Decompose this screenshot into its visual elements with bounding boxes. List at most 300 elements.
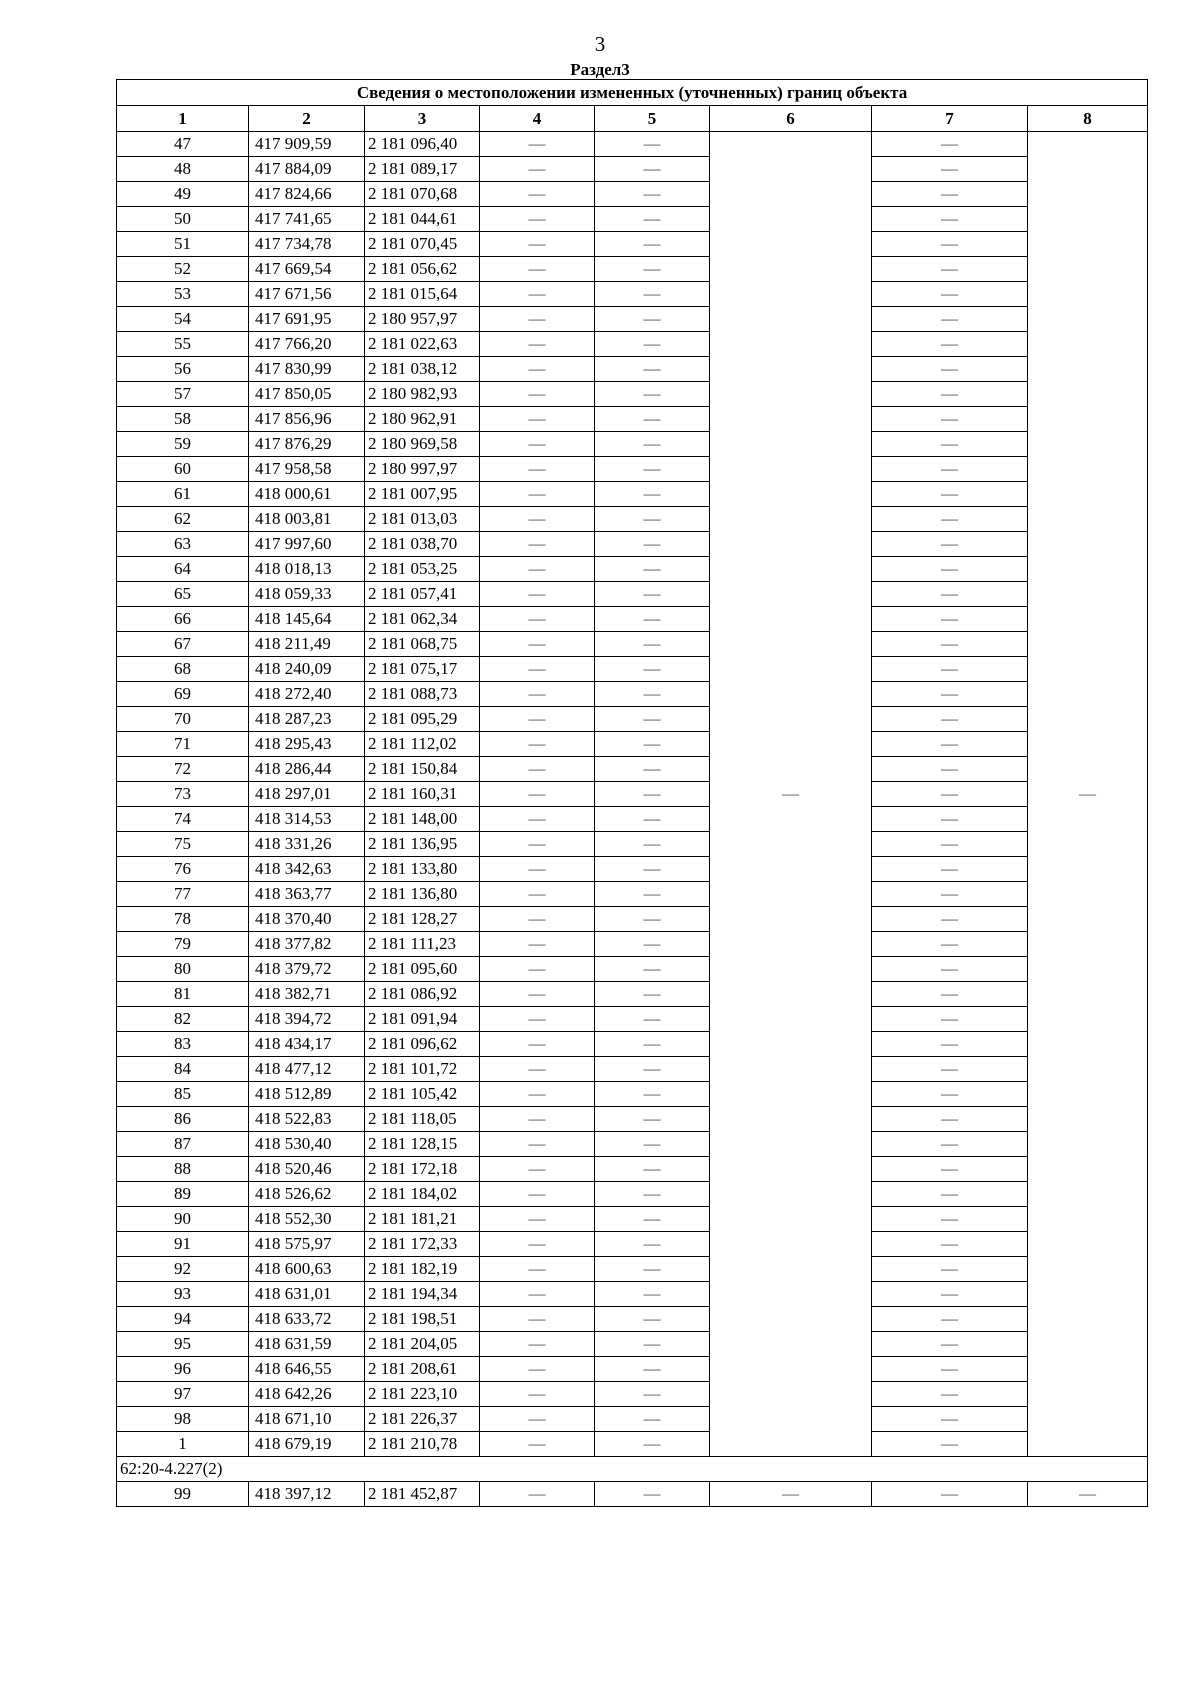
y-coordinate-cell: 2 181 128,27 bbox=[365, 907, 480, 932]
x-coordinate-cell: 417 876,29 bbox=[249, 432, 365, 457]
dash-cell: — bbox=[872, 1107, 1028, 1132]
dash-cell: — bbox=[872, 1157, 1028, 1182]
y-coordinate-cell: 2 181 160,31 bbox=[365, 782, 480, 807]
y-coordinate-cell: 2 181 148,00 bbox=[365, 807, 480, 832]
table-row bbox=[117, 307, 1148, 332]
x-coordinate-cell: 417 997,60 bbox=[249, 532, 365, 557]
dash-cell: — bbox=[872, 1482, 1028, 1507]
dash-cell: — bbox=[480, 1232, 595, 1257]
dash-cell: — bbox=[872, 782, 1028, 807]
dash-cell: — bbox=[595, 607, 710, 632]
table-row bbox=[117, 1407, 1148, 1432]
dash-cell: — bbox=[595, 1307, 710, 1332]
table-row bbox=[117, 482, 1148, 507]
dash-cell: — bbox=[480, 1482, 595, 1507]
point-number-cell: 91 bbox=[117, 1232, 249, 1257]
point-number-cell: 92 bbox=[117, 1257, 249, 1282]
y-coordinate-cell: 2 181 070,68 bbox=[365, 182, 480, 207]
table-row bbox=[117, 1007, 1148, 1032]
dash-cell: — bbox=[872, 382, 1028, 407]
dash-cell: — bbox=[480, 757, 595, 782]
dash-cell: — bbox=[595, 632, 710, 657]
y-coordinate-cell: 2 181 101,72 bbox=[365, 1057, 480, 1082]
column-header: 6 bbox=[710, 106, 872, 132]
dash-cell: — bbox=[872, 1282, 1028, 1307]
y-coordinate-cell: 2 181 013,03 bbox=[365, 507, 480, 532]
point-number-cell: 1 bbox=[117, 1432, 249, 1457]
dash-cell: — bbox=[480, 157, 595, 182]
column-header: 7 bbox=[872, 106, 1028, 132]
point-number-cell: 52 bbox=[117, 257, 249, 282]
dash-cell: — bbox=[872, 607, 1028, 632]
point-number-cell: 49 bbox=[117, 182, 249, 207]
dash-cell: — bbox=[595, 507, 710, 532]
dash-cell: — bbox=[480, 882, 595, 907]
table-row bbox=[117, 832, 1148, 857]
boundary-coordinates-table bbox=[116, 79, 1148, 1507]
y-coordinate-cell: 2 181 111,23 bbox=[365, 932, 480, 957]
table-row bbox=[117, 1057, 1148, 1082]
point-number-cell: 62 bbox=[117, 507, 249, 532]
point-number-cell: 64 bbox=[117, 557, 249, 582]
point-number-cell: 99 bbox=[117, 1482, 249, 1507]
merged-dash-cell: — bbox=[1028, 132, 1148, 1457]
dash-cell: — bbox=[480, 857, 595, 882]
dash-cell: — bbox=[480, 407, 595, 432]
dash-cell: — bbox=[872, 932, 1028, 957]
dash-cell: — bbox=[872, 1432, 1028, 1457]
dash-cell: — bbox=[595, 557, 710, 582]
x-coordinate-cell: 418 342,63 bbox=[249, 857, 365, 882]
table-caption: Сведения о местоположении измененных (уточненных) границ объекта bbox=[117, 80, 1148, 106]
point-number-cell: 66 bbox=[117, 607, 249, 632]
dash-cell: — bbox=[480, 1157, 595, 1182]
table-row bbox=[117, 732, 1148, 757]
y-coordinate-cell: 2 181 184,02 bbox=[365, 1182, 480, 1207]
dash-cell: — bbox=[480, 682, 595, 707]
y-coordinate-cell: 2 181 136,95 bbox=[365, 832, 480, 857]
table-row bbox=[117, 682, 1148, 707]
x-coordinate-cell: 418 575,97 bbox=[249, 1232, 365, 1257]
x-coordinate-cell: 418 646,55 bbox=[249, 1357, 365, 1382]
dash-cell: — bbox=[595, 1107, 710, 1132]
point-number-cell: 71 bbox=[117, 732, 249, 757]
x-coordinate-cell: 417 669,54 bbox=[249, 257, 365, 282]
dash-cell: — bbox=[872, 1332, 1028, 1357]
table-row bbox=[117, 1207, 1148, 1232]
point-number-cell: 50 bbox=[117, 207, 249, 232]
point-number-cell: 84 bbox=[117, 1057, 249, 1082]
table-row bbox=[117, 957, 1148, 982]
table-row bbox=[117, 432, 1148, 457]
dash-cell: — bbox=[480, 332, 595, 357]
dash-cell: — bbox=[872, 682, 1028, 707]
dash-cell: — bbox=[872, 457, 1028, 482]
dash-cell: — bbox=[480, 132, 595, 157]
x-coordinate-cell: 418 003,81 bbox=[249, 507, 365, 532]
column-header: 5 bbox=[595, 106, 710, 132]
dash-cell: — bbox=[480, 607, 595, 632]
point-number-cell: 53 bbox=[117, 282, 249, 307]
y-coordinate-cell: 2 181 022,63 bbox=[365, 332, 480, 357]
dash-cell: — bbox=[595, 1357, 710, 1382]
x-coordinate-cell: 417 850,05 bbox=[249, 382, 365, 407]
dash-cell: — bbox=[480, 482, 595, 507]
point-number-cell: 78 bbox=[117, 907, 249, 932]
y-coordinate-cell: 2 181 015,64 bbox=[365, 282, 480, 307]
x-coordinate-cell: 418 240,09 bbox=[249, 657, 365, 682]
dash-cell: — bbox=[872, 807, 1028, 832]
dash-cell: — bbox=[595, 707, 710, 732]
dash-cell: — bbox=[480, 707, 595, 732]
x-coordinate-cell: 417 830,99 bbox=[249, 357, 365, 382]
dash-cell: — bbox=[595, 882, 710, 907]
dash-cell: — bbox=[872, 707, 1028, 732]
x-coordinate-cell: 418 059,33 bbox=[249, 582, 365, 607]
table-row bbox=[117, 1157, 1148, 1182]
table-row bbox=[117, 507, 1148, 532]
dash-cell: — bbox=[480, 657, 595, 682]
x-coordinate-cell: 418 145,64 bbox=[249, 607, 365, 632]
point-number-cell: 60 bbox=[117, 457, 249, 482]
y-coordinate-cell: 2 181 007,95 bbox=[365, 482, 480, 507]
table-row bbox=[117, 1132, 1148, 1157]
table-row bbox=[117, 257, 1148, 282]
y-coordinate-cell: 2 181 150,84 bbox=[365, 757, 480, 782]
dash-cell: — bbox=[595, 1282, 710, 1307]
y-coordinate-cell: 2 180 969,58 bbox=[365, 432, 480, 457]
table-row bbox=[117, 382, 1148, 407]
table-row bbox=[117, 1282, 1148, 1307]
dash-cell: — bbox=[872, 857, 1028, 882]
dash-cell: — bbox=[480, 1132, 595, 1157]
dash-cell: — bbox=[595, 1082, 710, 1107]
dash-cell: — bbox=[595, 482, 710, 507]
dash-cell: — bbox=[595, 1257, 710, 1282]
table-row bbox=[117, 282, 1148, 307]
dash-cell: — bbox=[480, 1007, 595, 1032]
x-coordinate-cell: 418 600,63 bbox=[249, 1257, 365, 1282]
point-number-cell: 85 bbox=[117, 1082, 249, 1107]
point-number-cell: 61 bbox=[117, 482, 249, 507]
dash-cell: — bbox=[872, 557, 1028, 582]
dash-cell: — bbox=[872, 632, 1028, 657]
point-number-cell: 69 bbox=[117, 682, 249, 707]
point-number-cell: 95 bbox=[117, 1332, 249, 1357]
x-coordinate-cell: 417 884,09 bbox=[249, 157, 365, 182]
dash-cell: — bbox=[595, 182, 710, 207]
point-number-cell: 87 bbox=[117, 1132, 249, 1157]
y-coordinate-cell: 2 181 056,62 bbox=[365, 257, 480, 282]
dash-cell: — bbox=[595, 732, 710, 757]
point-number-cell: 90 bbox=[117, 1207, 249, 1232]
dash-cell: — bbox=[480, 932, 595, 957]
dash-cell: — bbox=[872, 1257, 1028, 1282]
dash-cell: — bbox=[872, 132, 1028, 157]
dash-cell: — bbox=[480, 532, 595, 557]
column-header: 8 bbox=[1028, 106, 1148, 132]
dash-cell: — bbox=[480, 1282, 595, 1307]
table-row bbox=[117, 1182, 1148, 1207]
x-coordinate-cell: 418 530,40 bbox=[249, 1132, 365, 1157]
point-number-cell: 70 bbox=[117, 707, 249, 732]
x-coordinate-cell: 418 671,10 bbox=[249, 1407, 365, 1432]
y-coordinate-cell: 2 180 997,97 bbox=[365, 457, 480, 482]
table-row bbox=[117, 757, 1148, 782]
table-row bbox=[117, 1357, 1148, 1382]
x-coordinate-cell: 417 856,96 bbox=[249, 407, 365, 432]
dash-cell: — bbox=[480, 1382, 595, 1407]
y-coordinate-cell: 2 181 172,33 bbox=[365, 1232, 480, 1257]
x-coordinate-cell: 418 211,49 bbox=[249, 632, 365, 657]
x-coordinate-cell: 418 286,44 bbox=[249, 757, 365, 782]
x-coordinate-cell: 418 379,72 bbox=[249, 957, 365, 982]
point-number-cell: 73 bbox=[117, 782, 249, 807]
dash-cell: — bbox=[480, 257, 595, 282]
point-number-cell: 83 bbox=[117, 1032, 249, 1057]
y-coordinate-cell: 2 181 096,62 bbox=[365, 1032, 480, 1057]
dash-cell: — bbox=[595, 1207, 710, 1232]
table-row bbox=[117, 1332, 1148, 1357]
dash-cell: — bbox=[595, 307, 710, 332]
dash-cell: — bbox=[595, 1157, 710, 1182]
dash-cell: — bbox=[480, 1357, 595, 1382]
table-row bbox=[117, 457, 1148, 482]
y-coordinate-cell: 2 181 057,41 bbox=[365, 582, 480, 607]
y-coordinate-cell: 2 181 038,12 bbox=[365, 357, 480, 382]
dash-cell: — bbox=[480, 1332, 595, 1357]
dash-cell: — bbox=[595, 1432, 710, 1457]
dash-cell: — bbox=[480, 982, 595, 1007]
dash-cell: — bbox=[595, 1332, 710, 1357]
table-row bbox=[117, 1382, 1148, 1407]
group-row bbox=[117, 1457, 1148, 1482]
y-coordinate-cell: 2 181 068,75 bbox=[365, 632, 480, 657]
point-number-cell: 72 bbox=[117, 757, 249, 782]
x-coordinate-cell: 418 477,12 bbox=[249, 1057, 365, 1082]
table-row bbox=[117, 582, 1148, 607]
point-number-cell: 54 bbox=[117, 307, 249, 332]
dash-cell: — bbox=[595, 1132, 710, 1157]
dash-cell: — bbox=[480, 832, 595, 857]
dash-cell: — bbox=[480, 782, 595, 807]
point-number-cell: 68 bbox=[117, 657, 249, 682]
dash-cell: — bbox=[872, 1082, 1028, 1107]
dash-cell: — bbox=[872, 507, 1028, 532]
dash-cell: — bbox=[480, 1207, 595, 1232]
dash-cell: — bbox=[595, 1482, 710, 1507]
dash-cell: — bbox=[595, 582, 710, 607]
y-coordinate-cell: 2 181 088,73 bbox=[365, 682, 480, 707]
dash-cell: — bbox=[480, 207, 595, 232]
dash-cell: — bbox=[872, 157, 1028, 182]
dash-cell: — bbox=[480, 907, 595, 932]
table-row bbox=[117, 1307, 1148, 1332]
x-coordinate-cell: 418 633,72 bbox=[249, 1307, 365, 1332]
dash-cell: — bbox=[595, 907, 710, 932]
dash-cell: — bbox=[595, 682, 710, 707]
dash-cell: — bbox=[595, 807, 710, 832]
dash-cell: — bbox=[595, 432, 710, 457]
dash-cell: — bbox=[872, 1182, 1028, 1207]
x-coordinate-cell: 418 397,12 bbox=[249, 1482, 365, 1507]
point-number-cell: 97 bbox=[117, 1382, 249, 1407]
dash-cell: — bbox=[872, 407, 1028, 432]
y-coordinate-cell: 2 181 062,34 bbox=[365, 607, 480, 632]
y-coordinate-cell: 2 181 210,78 bbox=[365, 1432, 480, 1457]
dash-cell: — bbox=[872, 907, 1028, 932]
y-coordinate-cell: 2 181 182,19 bbox=[365, 1257, 480, 1282]
dash-cell: — bbox=[872, 232, 1028, 257]
dash-cell: — bbox=[480, 282, 595, 307]
x-coordinate-cell: 417 824,66 bbox=[249, 182, 365, 207]
point-number-cell: 81 bbox=[117, 982, 249, 1007]
dash-cell: — bbox=[595, 857, 710, 882]
dash-cell: — bbox=[595, 332, 710, 357]
dash-cell: — bbox=[872, 182, 1028, 207]
dash-cell: — bbox=[480, 1307, 595, 1332]
table-row bbox=[117, 207, 1148, 232]
x-coordinate-cell: 418 434,17 bbox=[249, 1032, 365, 1057]
dash-cell: — bbox=[480, 1107, 595, 1132]
table-row bbox=[117, 707, 1148, 732]
x-coordinate-cell: 417 671,56 bbox=[249, 282, 365, 307]
table-header-row bbox=[117, 106, 1148, 132]
y-coordinate-cell: 2 181 095,29 bbox=[365, 707, 480, 732]
dash-cell: — bbox=[872, 1382, 1028, 1407]
x-coordinate-cell: 417 766,20 bbox=[249, 332, 365, 357]
table-row bbox=[117, 657, 1148, 682]
x-coordinate-cell: 418 642,26 bbox=[249, 1382, 365, 1407]
point-number-cell: 98 bbox=[117, 1407, 249, 1432]
point-number-cell: 67 bbox=[117, 632, 249, 657]
dash-cell: — bbox=[872, 1032, 1028, 1057]
dash-cell: — bbox=[872, 657, 1028, 682]
dash-cell: — bbox=[595, 457, 710, 482]
point-number-cell: 86 bbox=[117, 1107, 249, 1132]
table-row bbox=[117, 532, 1148, 557]
table-row bbox=[117, 857, 1148, 882]
y-coordinate-cell: 2 181 194,34 bbox=[365, 1282, 480, 1307]
dash-cell: — bbox=[872, 357, 1028, 382]
dash-cell: — bbox=[480, 1257, 595, 1282]
table-row bbox=[117, 157, 1148, 182]
table-row bbox=[117, 1432, 1148, 1457]
y-coordinate-cell: 2 181 075,17 bbox=[365, 657, 480, 682]
dash-cell: — bbox=[480, 307, 595, 332]
dash-cell: — bbox=[480, 957, 595, 982]
x-coordinate-cell: 418 297,01 bbox=[249, 782, 365, 807]
section-title: Раздел3 bbox=[570, 60, 630, 79]
y-coordinate-cell: 2 181 105,42 bbox=[365, 1082, 480, 1107]
x-coordinate-cell: 418 631,01 bbox=[249, 1282, 365, 1307]
dash-cell: — bbox=[480, 1032, 595, 1057]
table-row bbox=[117, 232, 1148, 257]
dash-cell: — bbox=[595, 932, 710, 957]
dash-cell: — bbox=[595, 382, 710, 407]
y-coordinate-cell: 2 181 089,17 bbox=[365, 157, 480, 182]
point-number-cell: 47 bbox=[117, 132, 249, 157]
point-number-cell: 76 bbox=[117, 857, 249, 882]
table-row bbox=[117, 1082, 1148, 1107]
x-coordinate-cell: 417 734,78 bbox=[249, 232, 365, 257]
dash-cell: — bbox=[872, 1407, 1028, 1432]
dash-cell: — bbox=[872, 1357, 1028, 1382]
table-row bbox=[117, 332, 1148, 357]
x-coordinate-cell: 418 363,77 bbox=[249, 882, 365, 907]
column-header: 3 bbox=[365, 106, 480, 132]
dash-cell: — bbox=[480, 1407, 595, 1432]
dash-cell: — bbox=[595, 1382, 710, 1407]
dash-cell: — bbox=[1028, 1482, 1148, 1507]
dash-cell: — bbox=[480, 432, 595, 457]
x-coordinate-cell: 417 741,65 bbox=[249, 207, 365, 232]
y-coordinate-cell: 2 181 181,21 bbox=[365, 1207, 480, 1232]
table-row bbox=[117, 1107, 1148, 1132]
point-number-cell: 94 bbox=[117, 1307, 249, 1332]
column-header: 2 bbox=[249, 106, 365, 132]
x-coordinate-cell: 418 295,43 bbox=[249, 732, 365, 757]
y-coordinate-cell: 2 181 118,05 bbox=[365, 1107, 480, 1132]
dash-cell: — bbox=[872, 207, 1028, 232]
dash-cell: — bbox=[595, 532, 710, 557]
point-number-cell: 56 bbox=[117, 357, 249, 382]
dash-cell: — bbox=[595, 1182, 710, 1207]
x-coordinate-cell: 418 631,59 bbox=[249, 1332, 365, 1357]
dash-cell: — bbox=[480, 557, 595, 582]
point-number-cell: 79 bbox=[117, 932, 249, 957]
point-number-cell: 59 bbox=[117, 432, 249, 457]
y-coordinate-cell: 2 181 053,25 bbox=[365, 557, 480, 582]
y-coordinate-cell: 2 181 095,60 bbox=[365, 957, 480, 982]
dash-cell: — bbox=[595, 1032, 710, 1057]
x-coordinate-cell: 418 512,89 bbox=[249, 1082, 365, 1107]
x-coordinate-cell: 418 018,13 bbox=[249, 557, 365, 582]
dash-cell: — bbox=[480, 457, 595, 482]
table-row bbox=[117, 982, 1148, 1007]
x-coordinate-cell: 418 526,62 bbox=[249, 1182, 365, 1207]
dash-cell: — bbox=[872, 1132, 1028, 1157]
dash-cell: — bbox=[595, 1407, 710, 1432]
dash-cell: — bbox=[480, 732, 595, 757]
point-number-cell: 93 bbox=[117, 1282, 249, 1307]
y-coordinate-cell: 2 181 208,61 bbox=[365, 1357, 480, 1382]
y-coordinate-cell: 2 181 172,18 bbox=[365, 1157, 480, 1182]
dash-cell: — bbox=[595, 232, 710, 257]
dash-cell: — bbox=[872, 1057, 1028, 1082]
table-row bbox=[117, 882, 1148, 907]
dash-cell: — bbox=[595, 782, 710, 807]
y-coordinate-cell: 2 181 128,15 bbox=[365, 1132, 480, 1157]
y-coordinate-cell: 2 181 223,10 bbox=[365, 1382, 480, 1407]
dash-cell: — bbox=[595, 832, 710, 857]
y-coordinate-cell: 2 181 044,61 bbox=[365, 207, 480, 232]
y-coordinate-cell: 2 181 133,80 bbox=[365, 857, 480, 882]
point-number-cell: 88 bbox=[117, 1157, 249, 1182]
dash-cell: — bbox=[595, 1057, 710, 1082]
x-coordinate-cell: 418 314,53 bbox=[249, 807, 365, 832]
page-number: 3 bbox=[594, 32, 606, 56]
y-coordinate-cell: 2 180 957,97 bbox=[365, 307, 480, 332]
y-coordinate-cell: 2 181 136,80 bbox=[365, 882, 480, 907]
table-row bbox=[117, 1482, 1148, 1507]
dash-cell: — bbox=[872, 832, 1028, 857]
point-number-cell: 58 bbox=[117, 407, 249, 432]
point-number-cell: 51 bbox=[117, 232, 249, 257]
point-number-cell: 89 bbox=[117, 1182, 249, 1207]
dash-cell: — bbox=[595, 757, 710, 782]
y-coordinate-cell: 2 181 198,51 bbox=[365, 1307, 480, 1332]
